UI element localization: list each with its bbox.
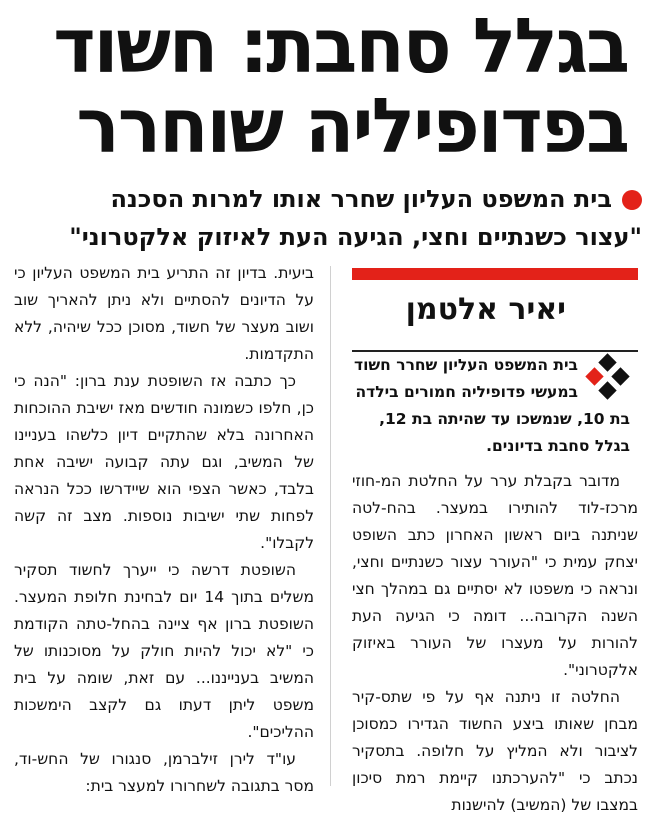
lede-text: בית המשפט העליון שחרר חשוד במעשי פדופיליה חמורים בילדה בת 10, שנמשכו עד שהיתה בת 12, בגלל סחבת בדיונים. [354,356,630,455]
lede-paragraph [352,352,638,460]
diamond-cluster-icon [586,356,630,400]
subheadline-line-2: "עצור כשנתיים וחצי, הגיעה העת לאיזוק אלקטרוני" [69,223,642,251]
subheadline-line-1 [12,180,642,218]
author-name: יאיר אלטמן [405,292,566,327]
red-dot-icon [622,190,642,210]
headline-line-1: בגלל סחבת: חשוד [53,1,628,90]
headline-line-2: בפדופיליה שוחרר [76,81,628,170]
subheadline-text-1: בית המשפט העליון שחרר אותו למרות הסכנה [110,185,612,213]
body-paragraph: השופטת דרשה כי ייערך לחשוד תסקיר משלים בתוך 14 יום לבחינת חלופת המעצר. השופטת ברון אף ציינה בהחל-טתה הקודמת כי "לא יכול להיות חולק על מסוכנותו של המשיב בענייננו... עם זאת, שומה על בית משפט ליתן דעתו גם לקצב הימשכות ההליכים". [14,561,314,741]
body-paragraph: החלטה זו ניתנה אף על פי שתס-קיר מבחן שאותו ביצע החשוד הגדירו כמסוכן לציבור ולא המליץ על חלופה. בתסקיר נכתב כי "להערכתנו קיימת רמת סיכון במצבו של (המשיב) להישנות [352,688,638,814]
body-paragraph: עו"ד לירן זילברמן, סנגורו של החש-וד, מסר בתגובה לשחרורו למעצר בית: [14,750,314,795]
body-paragraph: מדובר בקבלת ערר על החלטת המ-חוזי מרכז-לוד להותירו במעצר. בהח-לטה שניתנה ביום ראשון האחרון כתב השופט יצחק עמית כי "העורר עצור כשנתיים וחצי, ונראה כי משפטו לא יסתיים גם במהלך חצי השנה הקרובה... דומה כי הגיעה העת להורות על מעצרו של העורר באיזוק אלקטרוני". [352,472,638,679]
column-divider [330,266,331,786]
right-column [352,338,638,814]
body-paragraph: כך כתבה אז השופטת ענת ברון: "הנה כי כן, חלפו כשמונה חודשים מאז ישיבת ההוכחות האחרונה בלא שהתקיים דיון כלשהו בעניינו של המשיב, וגם עתה קבועה ישיבה אחת בלבד, כאשר הצפי הוא שיידרשו ככל הנראה לפחות שתי ישיבות נוספות. מצב זה קשה לקבלו". [14,372,314,552]
headline [26,1,628,170]
left-column [14,260,314,795]
body-paragraph: ביעית. בדיון זה התריע בית המשפט העליון כי על הדיונים להסתיים ולא ניתן להאריך שוב ושוב מעצר של חשוד, מסוכן ככל שיהיה, ללא התקדמות. [14,264,314,363]
subheadline [12,180,642,256]
